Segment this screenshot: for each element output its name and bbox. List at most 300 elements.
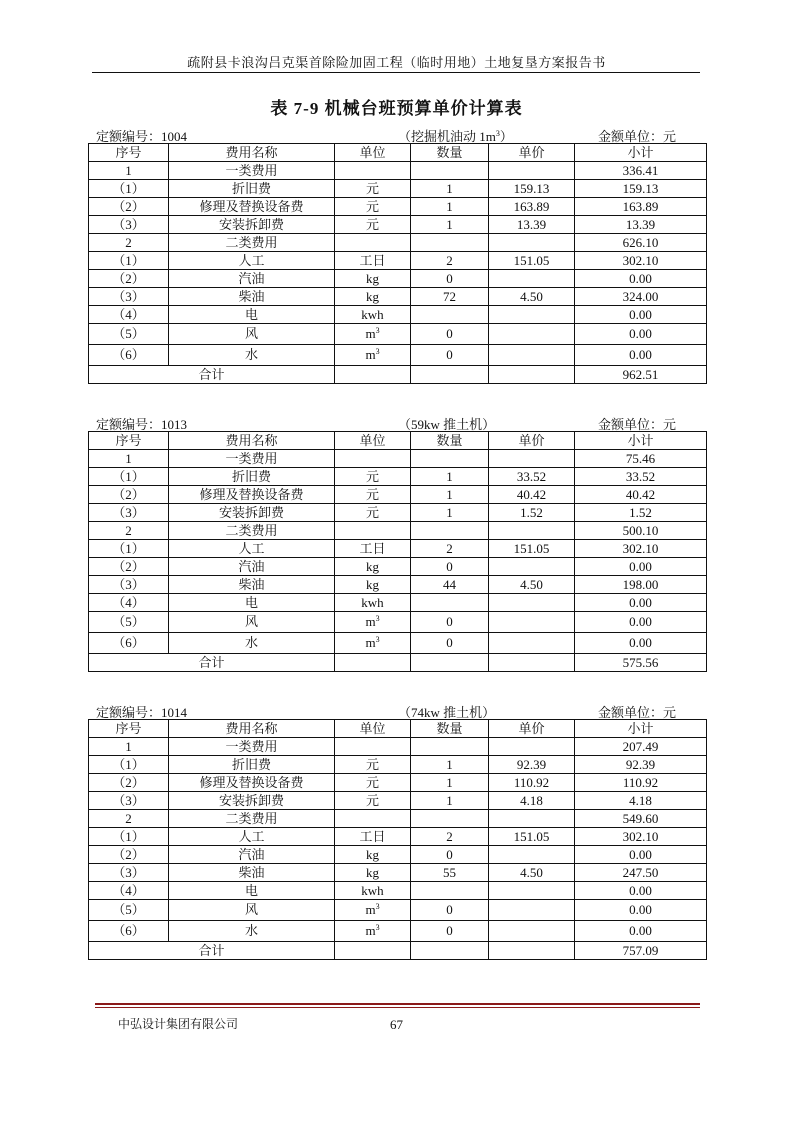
cell-seq: （5） bbox=[89, 324, 169, 345]
cell-price: 4.50 bbox=[489, 576, 575, 594]
table-row bbox=[89, 234, 707, 252]
cell-seq: （3） bbox=[89, 216, 169, 234]
cell-seq: （3） bbox=[89, 576, 169, 594]
cell-name: 一类费用 bbox=[169, 738, 335, 756]
cell-subtotal: 0.00 bbox=[575, 900, 707, 921]
cell-name: 折旧费 bbox=[169, 756, 335, 774]
cell-qty: 0 bbox=[411, 270, 489, 288]
machine-name-suffix: ） bbox=[499, 129, 513, 144]
cell-unit: 元 bbox=[335, 198, 411, 216]
table-row bbox=[89, 846, 707, 864]
machine-name-text: （59kw 推土机） bbox=[398, 417, 496, 432]
total-label: 合计 bbox=[89, 654, 335, 672]
cell-qty: 72 bbox=[411, 288, 489, 306]
table-row bbox=[89, 180, 707, 198]
cell-name: 折旧费 bbox=[169, 180, 335, 198]
cell-subtotal: 0.00 bbox=[575, 345, 707, 366]
unit-text: m bbox=[365, 635, 376, 650]
document-header-title: 疏附县卡浪沟吕克渠首除险加固工程（临时用地）土地复垦方案报告书 bbox=[187, 55, 606, 70]
machine-cost-table bbox=[88, 719, 707, 960]
cell-qty: 0 bbox=[411, 846, 489, 864]
cell-seq: （6） bbox=[89, 345, 169, 366]
cell-unit: kwh bbox=[335, 594, 411, 612]
table-row bbox=[89, 828, 707, 846]
cell-subtotal: 159.13 bbox=[575, 180, 707, 198]
cell-seq: （2） bbox=[89, 270, 169, 288]
cell-unit bbox=[335, 522, 411, 540]
cell-name: 修理及替换设备费 bbox=[169, 774, 335, 792]
cell-qty bbox=[411, 942, 489, 960]
total-value: 757.09 bbox=[575, 942, 707, 960]
cell-seq: （1） bbox=[89, 828, 169, 846]
table-row bbox=[89, 756, 707, 774]
cell-name: 安装拆卸费 bbox=[169, 216, 335, 234]
unit-superscript: 3 bbox=[375, 614, 380, 623]
cell-seq: （5） bbox=[89, 900, 169, 921]
machine-name bbox=[398, 414, 495, 433]
table-row bbox=[89, 504, 707, 522]
table-row bbox=[89, 921, 707, 942]
company-name: 中弘设计集团有限公司 bbox=[118, 1017, 239, 1031]
table-header-row bbox=[89, 432, 707, 450]
cell-subtotal: 0.00 bbox=[575, 846, 707, 864]
table-row bbox=[89, 576, 707, 594]
cell-price: 13.39 bbox=[489, 216, 575, 234]
machine-name-superscript: 3 bbox=[495, 129, 500, 138]
cell-name: 二类费用 bbox=[169, 234, 335, 252]
cell-seq: （1） bbox=[89, 540, 169, 558]
cell-qty: 0 bbox=[411, 921, 489, 942]
cell-subtotal: 75.46 bbox=[575, 450, 707, 468]
cell-seq: （2） bbox=[89, 846, 169, 864]
quota-meta-line bbox=[88, 413, 706, 431]
cell-qty: 44 bbox=[411, 576, 489, 594]
cell-qty bbox=[411, 594, 489, 612]
table-row bbox=[89, 738, 707, 756]
cell-name: 水 bbox=[169, 345, 335, 366]
cell-qty: 2 bbox=[411, 252, 489, 270]
table-row bbox=[89, 162, 707, 180]
total-row bbox=[89, 366, 707, 384]
cell-seq: 1 bbox=[89, 450, 169, 468]
cell-price bbox=[489, 594, 575, 612]
cell-price: 163.89 bbox=[489, 198, 575, 216]
total-value: 575.56 bbox=[575, 654, 707, 672]
cell-subtotal: 0.00 bbox=[575, 306, 707, 324]
column-header: 单价 bbox=[489, 720, 575, 738]
cell-price: 151.05 bbox=[489, 828, 575, 846]
machine-name bbox=[398, 126, 513, 145]
cell-subtotal: 1.52 bbox=[575, 504, 707, 522]
cell-qty: 1 bbox=[411, 774, 489, 792]
cell-qty bbox=[411, 738, 489, 756]
cell-name: 安装拆卸费 bbox=[169, 504, 335, 522]
footer-divider-thick bbox=[95, 1003, 700, 1005]
quota-block-1013 bbox=[88, 413, 706, 672]
cell-seq: （3） bbox=[89, 864, 169, 882]
cell-price bbox=[489, 846, 575, 864]
cell-name: 汽油 bbox=[169, 270, 335, 288]
cell-qty: 1 bbox=[411, 468, 489, 486]
cell-unit: kg bbox=[335, 558, 411, 576]
table-row bbox=[89, 810, 707, 828]
cell-unit bbox=[335, 654, 411, 672]
cell-unit: 元 bbox=[335, 774, 411, 792]
cell-price bbox=[489, 921, 575, 942]
machine-cost-table bbox=[88, 143, 707, 384]
cell-qty bbox=[411, 882, 489, 900]
cell-unit: 工日 bbox=[335, 540, 411, 558]
cell-seq: （4） bbox=[89, 306, 169, 324]
currency-unit-label: 金额单位：元 bbox=[598, 129, 677, 144]
quota-meta-line bbox=[88, 125, 706, 143]
cell-seq: 2 bbox=[89, 234, 169, 252]
total-value: 962.51 bbox=[575, 366, 707, 384]
table-row bbox=[89, 198, 707, 216]
cell-name: 水 bbox=[169, 921, 335, 942]
cell-qty bbox=[411, 522, 489, 540]
header-divider bbox=[92, 72, 700, 73]
cell-name: 电 bbox=[169, 306, 335, 324]
column-header: 序号 bbox=[89, 720, 169, 738]
cell-name: 一类费用 bbox=[169, 450, 335, 468]
unit-text: m bbox=[365, 614, 376, 629]
cell-name: 二类费用 bbox=[169, 810, 335, 828]
cell-price: 40.42 bbox=[489, 486, 575, 504]
cell-price bbox=[489, 612, 575, 633]
cell-price bbox=[489, 450, 575, 468]
cell-name: 人工 bbox=[169, 828, 335, 846]
table-row bbox=[89, 558, 707, 576]
cell-name: 人工 bbox=[169, 252, 335, 270]
cell-qty: 0 bbox=[411, 345, 489, 366]
cell-qty: 1 bbox=[411, 792, 489, 810]
total-row bbox=[89, 942, 707, 960]
table-row bbox=[89, 486, 707, 504]
table-row bbox=[89, 345, 707, 366]
cell-name: 安装拆卸费 bbox=[169, 792, 335, 810]
currency-unit-label: 金额单位：元 bbox=[598, 417, 677, 432]
cell-subtotal: 33.52 bbox=[575, 468, 707, 486]
table-row bbox=[89, 216, 707, 234]
cell-unit bbox=[335, 612, 411, 633]
cell-subtotal: 302.10 bbox=[575, 252, 707, 270]
column-header: 数量 bbox=[411, 144, 489, 162]
unit-text: m bbox=[365, 902, 376, 917]
cell-name: 电 bbox=[169, 594, 335, 612]
cell-unit bbox=[335, 234, 411, 252]
column-header: 小计 bbox=[575, 432, 707, 450]
table-title: 表 7-9 机械台班预算单价计算表 bbox=[270, 99, 523, 118]
unit-superscript: 3 bbox=[375, 347, 380, 356]
cell-unit: 元 bbox=[335, 792, 411, 810]
column-header: 费用名称 bbox=[169, 432, 335, 450]
cell-subtotal: 40.42 bbox=[575, 486, 707, 504]
cell-qty bbox=[411, 654, 489, 672]
cell-subtotal: 549.60 bbox=[575, 810, 707, 828]
cell-name: 二类费用 bbox=[169, 522, 335, 540]
column-header: 费用名称 bbox=[169, 144, 335, 162]
cell-price: 1.52 bbox=[489, 504, 575, 522]
cell-subtotal: 0.00 bbox=[575, 921, 707, 942]
unit-text: m bbox=[365, 326, 376, 341]
cell-qty bbox=[411, 306, 489, 324]
cell-price bbox=[489, 522, 575, 540]
cell-name: 汽油 bbox=[169, 846, 335, 864]
cell-qty bbox=[411, 366, 489, 384]
machine-cost-table bbox=[88, 431, 707, 672]
cell-seq: （2） bbox=[89, 198, 169, 216]
machine-name-text: （挖掘机油动 1m bbox=[398, 129, 496, 144]
cell-subtotal: 4.18 bbox=[575, 792, 707, 810]
cell-price bbox=[489, 558, 575, 576]
cell-unit bbox=[335, 450, 411, 468]
cell-seq: （2） bbox=[89, 774, 169, 792]
cell-name: 折旧费 bbox=[169, 468, 335, 486]
cell-price: 159.13 bbox=[489, 180, 575, 198]
quota-code-label: 定额编号：1004 bbox=[96, 129, 188, 144]
table-header-row bbox=[89, 144, 707, 162]
cell-unit bbox=[335, 900, 411, 921]
table-row bbox=[89, 792, 707, 810]
cell-price bbox=[489, 366, 575, 384]
cell-subtotal: 0.00 bbox=[575, 324, 707, 345]
cell-name: 汽油 bbox=[169, 558, 335, 576]
cell-qty: 1 bbox=[411, 756, 489, 774]
unit-superscript: 3 bbox=[375, 902, 380, 911]
cell-qty: 0 bbox=[411, 558, 489, 576]
cell-seq: （3） bbox=[89, 792, 169, 810]
cell-price bbox=[489, 234, 575, 252]
cell-subtotal: 336.41 bbox=[575, 162, 707, 180]
cell-price bbox=[489, 162, 575, 180]
column-header: 单价 bbox=[489, 144, 575, 162]
cell-unit bbox=[335, 942, 411, 960]
cell-price bbox=[489, 882, 575, 900]
cell-price bbox=[489, 270, 575, 288]
cell-price bbox=[489, 654, 575, 672]
cell-unit: kg bbox=[335, 576, 411, 594]
cell-subtotal: 302.10 bbox=[575, 540, 707, 558]
cell-qty: 2 bbox=[411, 828, 489, 846]
unit-superscript: 3 bbox=[375, 923, 380, 932]
cell-unit: kg bbox=[335, 864, 411, 882]
page-number: 67 bbox=[390, 1017, 403, 1032]
cell-subtotal: 207.49 bbox=[575, 738, 707, 756]
cell-seq: （4） bbox=[89, 594, 169, 612]
cell-unit bbox=[335, 810, 411, 828]
cell-price: 4.18 bbox=[489, 792, 575, 810]
cell-name: 人工 bbox=[169, 540, 335, 558]
cell-seq: （6） bbox=[89, 921, 169, 942]
table-row bbox=[89, 306, 707, 324]
cell-name: 一类费用 bbox=[169, 162, 335, 180]
cell-unit: kg bbox=[335, 270, 411, 288]
cell-subtotal: 13.39 bbox=[575, 216, 707, 234]
cell-name: 风 bbox=[169, 324, 335, 345]
column-header: 单价 bbox=[489, 432, 575, 450]
cell-subtotal: 0.00 bbox=[575, 612, 707, 633]
table-row bbox=[89, 594, 707, 612]
cell-subtotal: 626.10 bbox=[575, 234, 707, 252]
cell-seq: （3） bbox=[89, 504, 169, 522]
cell-subtotal: 0.00 bbox=[575, 558, 707, 576]
cell-subtotal: 0.00 bbox=[575, 882, 707, 900]
table-row bbox=[89, 252, 707, 270]
currency-unit-label: 金额单位：元 bbox=[598, 705, 677, 720]
cell-name: 风 bbox=[169, 612, 335, 633]
table-row bbox=[89, 864, 707, 882]
cell-name: 柴油 bbox=[169, 288, 335, 306]
unit-text: m bbox=[365, 347, 376, 362]
cell-seq: 1 bbox=[89, 162, 169, 180]
quota-code-label: 定额编号：1013 bbox=[96, 417, 188, 432]
table-row bbox=[89, 324, 707, 345]
cell-unit: kwh bbox=[335, 306, 411, 324]
cell-unit: 工日 bbox=[335, 828, 411, 846]
cell-subtotal: 198.00 bbox=[575, 576, 707, 594]
unit-text: m bbox=[365, 923, 376, 938]
cell-subtotal: 0.00 bbox=[575, 594, 707, 612]
cell-name: 柴油 bbox=[169, 864, 335, 882]
cell-qty: 0 bbox=[411, 612, 489, 633]
cell-subtotal: 302.10 bbox=[575, 828, 707, 846]
cell-qty: 1 bbox=[411, 180, 489, 198]
unit-superscript: 3 bbox=[375, 635, 380, 644]
cell-qty bbox=[411, 450, 489, 468]
cell-unit: kg bbox=[335, 846, 411, 864]
cell-price: 151.05 bbox=[489, 252, 575, 270]
column-header: 单位 bbox=[335, 144, 411, 162]
table-row bbox=[89, 522, 707, 540]
cell-price bbox=[489, 345, 575, 366]
cell-subtotal: 500.10 bbox=[575, 522, 707, 540]
cell-qty bbox=[411, 234, 489, 252]
cell-subtotal: 0.00 bbox=[575, 270, 707, 288]
cell-price: 4.50 bbox=[489, 864, 575, 882]
cell-seq: （1） bbox=[89, 468, 169, 486]
cell-seq: （4） bbox=[89, 882, 169, 900]
cell-unit bbox=[335, 738, 411, 756]
cell-seq: （6） bbox=[89, 633, 169, 654]
table-row bbox=[89, 288, 707, 306]
cell-subtotal: 163.89 bbox=[575, 198, 707, 216]
cell-price: 4.50 bbox=[489, 288, 575, 306]
cell-seq: （2） bbox=[89, 558, 169, 576]
cell-price bbox=[489, 942, 575, 960]
cell-unit bbox=[335, 366, 411, 384]
cell-qty: 1 bbox=[411, 198, 489, 216]
table-row bbox=[89, 540, 707, 558]
cell-price: 33.52 bbox=[489, 468, 575, 486]
cell-unit: kg bbox=[335, 288, 411, 306]
cell-unit: kwh bbox=[335, 882, 411, 900]
table-row bbox=[89, 612, 707, 633]
cell-seq: 2 bbox=[89, 522, 169, 540]
cell-unit: 元 bbox=[335, 486, 411, 504]
cell-price bbox=[489, 306, 575, 324]
column-header: 费用名称 bbox=[169, 720, 335, 738]
cell-qty bbox=[411, 810, 489, 828]
cell-subtotal: 110.92 bbox=[575, 774, 707, 792]
cell-name: 修理及替换设备费 bbox=[169, 486, 335, 504]
footer-divider-thin bbox=[95, 1007, 700, 1008]
cell-seq: 1 bbox=[89, 738, 169, 756]
total-label: 合计 bbox=[89, 366, 335, 384]
table-header-row bbox=[89, 720, 707, 738]
cell-unit bbox=[335, 345, 411, 366]
column-header: 数量 bbox=[411, 432, 489, 450]
table-row bbox=[89, 450, 707, 468]
cell-subtotal: 0.00 bbox=[575, 633, 707, 654]
cell-seq: 2 bbox=[89, 810, 169, 828]
column-header: 单位 bbox=[335, 720, 411, 738]
cell-price: 151.05 bbox=[489, 540, 575, 558]
cell-seq: （5） bbox=[89, 612, 169, 633]
column-header: 序号 bbox=[89, 144, 169, 162]
table-row bbox=[89, 774, 707, 792]
cell-seq: （1） bbox=[89, 180, 169, 198]
cell-subtotal: 247.50 bbox=[575, 864, 707, 882]
cell-price bbox=[489, 324, 575, 345]
cell-seq: （1） bbox=[89, 252, 169, 270]
machine-name bbox=[398, 702, 495, 721]
unit-superscript: 3 bbox=[375, 326, 380, 335]
cell-seq: （2） bbox=[89, 486, 169, 504]
quota-block-1014 bbox=[88, 701, 706, 960]
cell-qty: 0 bbox=[411, 900, 489, 921]
table-row bbox=[89, 633, 707, 654]
table-row bbox=[89, 900, 707, 921]
cell-price bbox=[489, 900, 575, 921]
cell-subtotal: 92.39 bbox=[575, 756, 707, 774]
cell-qty: 2 bbox=[411, 540, 489, 558]
cell-unit bbox=[335, 162, 411, 180]
column-header: 单位 bbox=[335, 432, 411, 450]
cell-qty bbox=[411, 162, 489, 180]
cell-unit bbox=[335, 633, 411, 654]
cell-name: 柴油 bbox=[169, 576, 335, 594]
table-row bbox=[89, 882, 707, 900]
cell-subtotal: 324.00 bbox=[575, 288, 707, 306]
cell-name: 风 bbox=[169, 900, 335, 921]
cell-qty: 55 bbox=[411, 864, 489, 882]
table-row bbox=[89, 468, 707, 486]
cell-unit: 元 bbox=[335, 756, 411, 774]
cell-price bbox=[489, 633, 575, 654]
column-header: 小计 bbox=[575, 144, 707, 162]
cell-unit: 元 bbox=[335, 216, 411, 234]
quota-block-1004 bbox=[88, 125, 706, 384]
column-header: 序号 bbox=[89, 432, 169, 450]
cell-qty: 0 bbox=[411, 324, 489, 345]
cell-price: 92.39 bbox=[489, 756, 575, 774]
cell-unit: 工日 bbox=[335, 252, 411, 270]
cell-qty: 0 bbox=[411, 633, 489, 654]
cell-qty: 1 bbox=[411, 486, 489, 504]
total-label: 合计 bbox=[89, 942, 335, 960]
cell-qty: 1 bbox=[411, 504, 489, 522]
cell-name: 修理及替换设备费 bbox=[169, 198, 335, 216]
cell-price: 110.92 bbox=[489, 774, 575, 792]
quota-code-label: 定额编号：1014 bbox=[96, 705, 188, 720]
table-row bbox=[89, 270, 707, 288]
column-header: 数量 bbox=[411, 720, 489, 738]
cell-unit bbox=[335, 921, 411, 942]
cell-seq: （3） bbox=[89, 288, 169, 306]
cell-unit bbox=[335, 324, 411, 345]
machine-name-text: （74kw 推土机） bbox=[398, 705, 496, 720]
